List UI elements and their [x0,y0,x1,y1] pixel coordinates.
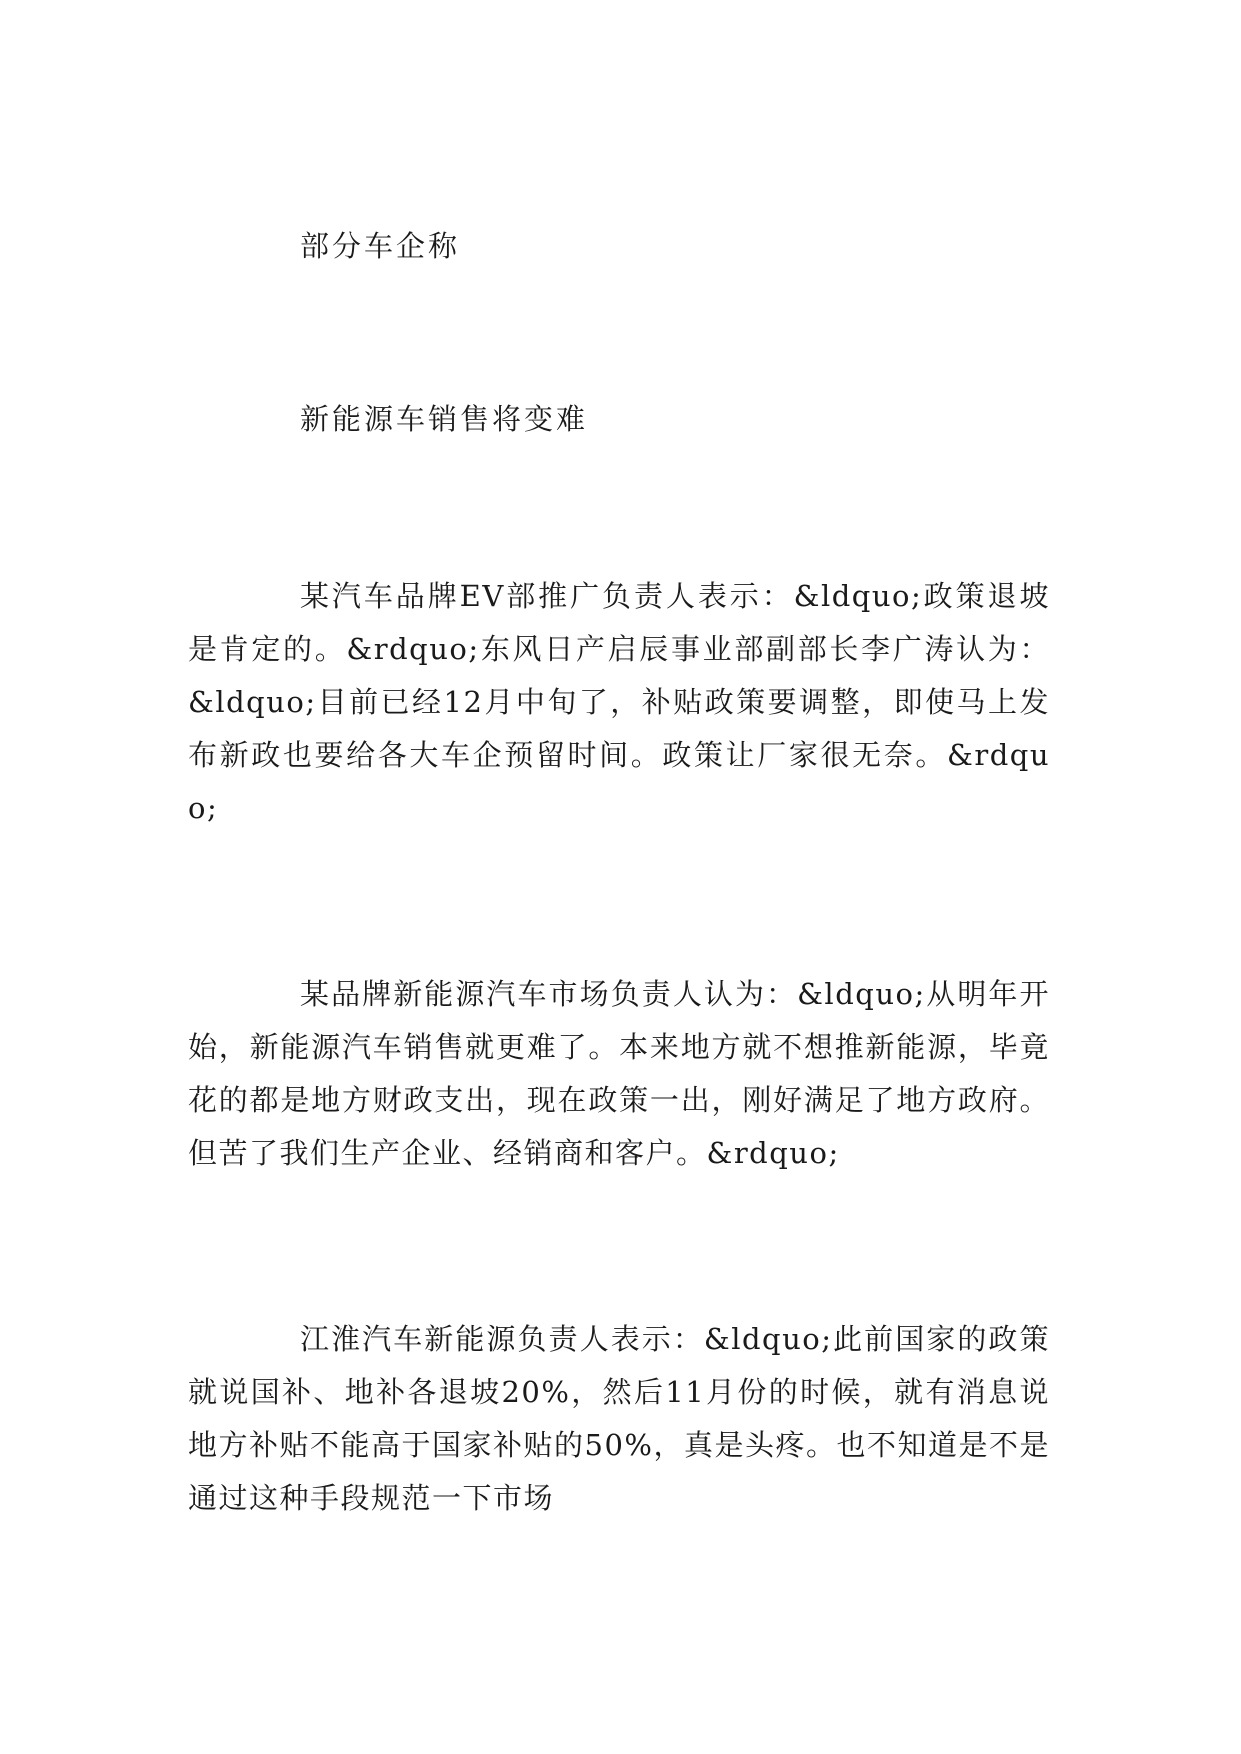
paragraph-1: 某汽车品牌EV部推广负责人表示：&ldquo;政策退坡是肯定的。&rdquo;东风日产启辰事业部副部长李广涛认为：&ldquo;目前已经12月中旬了，补贴政策要调整，即使马上发布新政也要给各大车企预留时间。政策让厂家很无奈。&rdquo; [188,579,1050,825]
paragraph-3: 江淮汽车新能源负责人表示：&ldquo;此前国家的政策就说国补、地补各退坡20%，然后11月份的时候，就有消息说地方补贴不能高于国家补贴的50%，真是头疼。也不知道是不是通过这种手段规范一下市场 [188,1322,1050,1515]
paragraph-2: 某品牌新能源汽车市场负责人认为：&ldquo;从明年开始，新能源汽车销售就更难了。本来地方就不想推新能源，毕竟花的都是地方财政支出，现在政策一出，刚好满足了地方政府。但苦了我们生产企业、经销商和客户。&rdquo; [188,977,1050,1170]
section-heading-1: 部分车企称 [300,229,461,263]
section-heading-2: 新能源车销售将变难 [300,402,589,436]
